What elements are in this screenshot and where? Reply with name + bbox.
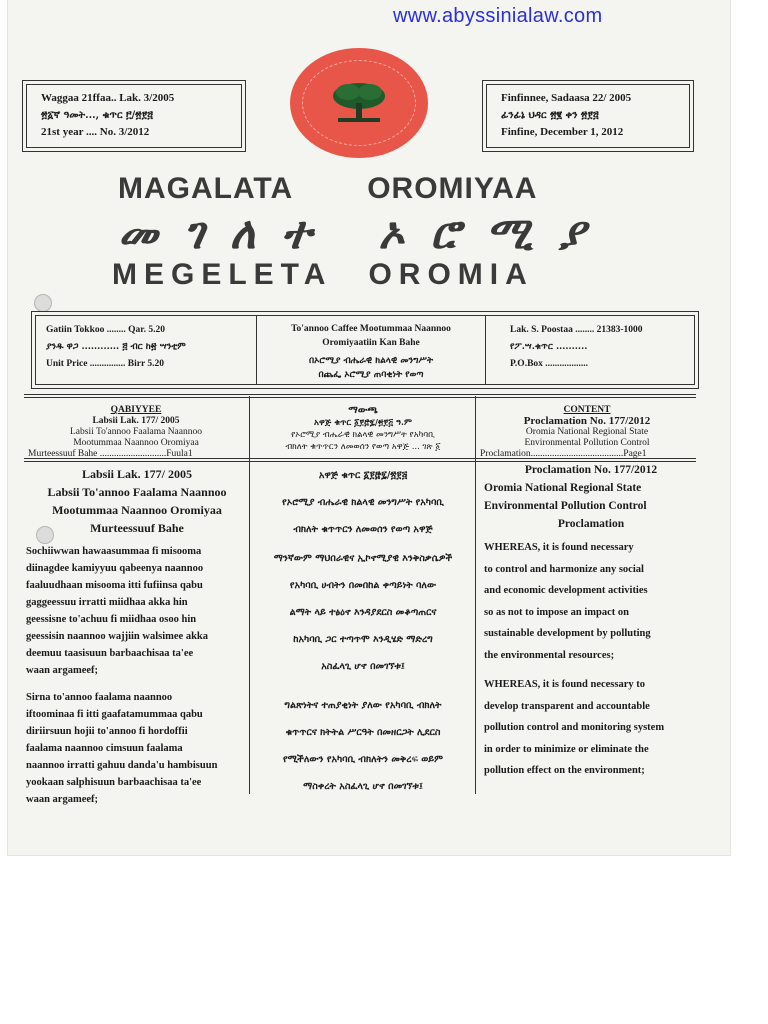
rule-top-2	[24, 397, 696, 398]
publication-info-box	[31, 311, 699, 389]
publisher-oromo-1: To'annoo Caffee Mootummaa Naannoo	[291, 324, 451, 334]
oromo-p2-l4: faalama naannoo cimsuun faalama	[26, 743, 183, 754]
body-english-column	[484, 461, 698, 782]
body-english-para-2	[484, 674, 698, 782]
oromo-p2-l1: Sirna to'annoo faalama naannoo	[26, 692, 173, 703]
date-amharic: ፊንፊኔ ህዳር ፳፪ ቀን ፳፻፭	[501, 110, 599, 121]
contents-oromo-line-3: Murteessuuf Bahe ............................Fuula1	[28, 449, 193, 459]
body-oromo-heading-3: Mootummaa Naannoo Oromiyaa	[52, 503, 222, 517]
source-url[interactable]: www.abyssinialaw.com	[393, 5, 603, 27]
amharic-p2-l3: የሚችለውን የአካባቢ ብክለትን መቅረፍ ወይም	[282, 754, 444, 765]
oromo-p1-l3: faaluudhaan misooma itti fufiinsa qabu	[26, 580, 203, 591]
amharic-p2-l2: ቁጥጥርና ክትትል ሥርዓት በመዘርጋት ሊደርስ	[285, 727, 441, 738]
amharic-p2-l1: ግልጽነትና ተጠያቂነት ያለው የአካባቢ ብክለት	[284, 700, 442, 711]
gazette-year-english: 21st year .... No. 3/2012	[41, 126, 150, 138]
body-oromo-heading-1: Labsii Lak. 177/ 2005	[81, 467, 193, 481]
contents-oromo-line-2: Mootummaa Naannoo Oromiyaa	[73, 438, 199, 448]
oromo-p2-l3: diriirsuun hojii to'annoo fi hordoffii	[26, 726, 188, 737]
contents-english-line-2: Environmental Pollution Control	[524, 438, 650, 448]
masthead-oromo-a: MAGALATA	[118, 172, 294, 205]
oromo-p1-l4: gaggeessuu irratti miidhaa akka hin	[26, 597, 188, 608]
unit-price-amharic: ያንዱ ዋጋ ............ ፭ ብር ከ፳ ሣንቲም	[46, 342, 186, 352]
masthead-amharic: መገለተ ኦሮሚያ	[118, 208, 612, 259]
oromo-p1-l6: geessisin naannoo wajjiin walsimee akka	[26, 631, 209, 642]
publisher-oromo-2: Oromiyaatiin Kan Bahe	[322, 338, 420, 348]
oromo-p1-l2: diinagdee kamiyyuu qabeenya naannoo	[26, 563, 204, 574]
pobox-oromo: Lak. S. Poostaa ........ 21383-1000	[510, 325, 643, 335]
masthead-oromo-b: OROMIYAA	[367, 172, 538, 205]
body-oromo-heading-4: Murteessuuf Bahe	[90, 521, 184, 535]
header-left-box	[22, 80, 246, 152]
contents-oromo-line-1: Labsii To'annoo Faalama Naannoo	[70, 427, 202, 437]
masthead-english-a: MEGELETA	[112, 258, 333, 291]
english-p1-l1: WHEREAS, it is found necessary	[484, 542, 634, 553]
gazette-year-amharic: ፳፩ኛ ዓመት..., ቁጥር ፫/፳፻፭	[41, 110, 153, 121]
contents-amharic-line-1: የኦሮሚያ ብሔራዊ ክልላዊ መንግሥት የአካባቢ	[291, 430, 435, 440]
oromo-p2-l7: waan argameef;	[26, 794, 99, 805]
amharic-p1-l3: ልማት ላይ ተፅዕኖ እንዳያደርስ መቆጣጠርና	[289, 607, 437, 618]
contents-oromo	[28, 405, 244, 460]
body-amharic-para-2	[254, 692, 472, 800]
amharic-p2-l4: ማስቀረት አስፈላጊ ሆኖ በመገኘቱ፤	[303, 781, 423, 792]
gazette-page	[8, 0, 730, 855]
contents-amharic-title: አዋጅ ቁጥር ፩፻፸፯/፳፻፭ ዓ.ም	[314, 418, 412, 428]
column-divider-2	[475, 396, 476, 794]
masthead-oromo	[118, 172, 537, 206]
body-oromo-para-1	[26, 543, 248, 679]
contents-amharic-line-2: ብክለት ቁጥጥርን ለመወሰን የወጣ አዋጅ ... ገጽ ፩	[285, 442, 441, 452]
contents-english-line-3: Proclamation.......................................Page1	[480, 449, 647, 459]
english-p1-l3: and economic development activities	[484, 585, 648, 596]
body-english-para-1	[484, 537, 698, 666]
body-amharic-heading-3: ብክለት ቁጥጥርን ለመወሰን የወጣ አዋጅ	[293, 524, 433, 535]
body-english-heading-3: Environmental Pollution Control	[484, 500, 647, 512]
masthead-english-b: OROMIA	[368, 258, 534, 291]
contents-amharic-heading: ማውጫ	[348, 405, 378, 416]
column-divider-1	[249, 396, 250, 794]
body-amharic-para-1	[254, 545, 472, 680]
contents-oromo-heading: QABIYYEE	[110, 405, 162, 415]
oromo-p2-l5: naannoo irratti gahuu danda'u hambisuun	[26, 760, 218, 771]
body-english-heading-2: Oromia National Regional State	[484, 482, 642, 494]
publisher-amharic-2: በጨፌ ኦሮሚያ ጠባቂነት የወጣ	[318, 370, 424, 380]
unit-price-english: Unit Price ............... Birr 5.20	[46, 359, 165, 369]
header-right-box	[482, 80, 694, 152]
body-english-heading-1: Proclamation No. 177/2012	[524, 464, 658, 476]
body-english-heading	[484, 461, 698, 533]
oromo-p2-l2: iftoominaa fi itti gaafatamummaa qabu	[26, 709, 203, 720]
pobox-amharic: የፖ.ሣ.ቁጥር ..........	[510, 342, 588, 352]
oromia-emblem-tree-icon	[290, 48, 428, 158]
amharic-p1-l2: የአካባቢ ሀብትን በመበከል ቀጣይነት ባለው	[289, 580, 437, 591]
oromia-emblem	[290, 48, 428, 158]
rule-top-1	[24, 394, 696, 395]
punch-hole-top	[34, 294, 52, 312]
oromo-p1-l5: geessisne to'achuu fi miidhaa osoo hin	[26, 614, 197, 625]
english-p1-l6: the environmental resources;	[484, 649, 615, 661]
contents-english-title: Proclamation No. 177/2012	[523, 415, 651, 427]
english-p1-l5: sustainable development by polluting	[484, 628, 651, 639]
date-english: Finfine, December 1, 2012	[501, 126, 624, 138]
english-p2-l4: in order to minimize or eliminate the	[484, 743, 649, 755]
english-p2-l1: WHEREAS, it is found necessary to	[484, 679, 646, 690]
english-p2-l3: pollution control and monitoring system	[484, 722, 665, 733]
date-oromo: Finfinnee, Sadaasa 22/ 2005	[501, 92, 632, 104]
english-p1-l4: so as not to impose an impact on	[484, 606, 629, 618]
pobox-english: P.O.Box ..................	[510, 359, 589, 369]
unit-price-oromo: Gatiin Tokkoo ........ Qar. 5.20	[46, 325, 165, 335]
contents-english-line-1: Oromia National Regional State	[525, 427, 649, 437]
contents-english	[480, 405, 694, 460]
english-p1-l2: to control and harmonize any social	[484, 563, 644, 575]
pobox-column	[486, 316, 694, 384]
price-column	[36, 316, 256, 384]
publisher-column	[257, 316, 485, 384]
oromo-p2-l6: yookaan salphisuun barbaachisaa ta'ee	[26, 777, 202, 788]
publisher-amharic-1: በኦሮሚያ ብሔራዊ ክልላዊ መንግሥት	[308, 356, 434, 366]
body-amharic-column	[254, 462, 472, 800]
body-oromo-para-2	[26, 689, 248, 808]
contents-english-heading: CONTENT	[563, 405, 611, 415]
body-amharic-heading-1: አዋጅ ቁጥር ፩፻፸፯/፳፻፭	[318, 470, 408, 481]
body-amharic-heading-2: የኦሮሚያ ብሔራዊ ክልላዊ መንግሥት የአካባቢ	[282, 497, 444, 508]
oromo-p1-l8: waan argameef;	[26, 665, 99, 676]
body-english-heading-4: Proclamation	[557, 518, 625, 530]
body-oromo-column	[26, 465, 248, 808]
amharic-p1-l4: ከአካባቢ ጋር ተጣጥሞ እንዲሄድ ማድረግ	[293, 634, 433, 645]
english-p2-l5: pollution effect on the environment;	[484, 765, 645, 776]
contents-amharic	[254, 405, 472, 453]
masthead-english	[112, 258, 534, 292]
contents-oromo-title: Labsii Lak. 177/ 2005	[92, 416, 180, 426]
amharic-p1-l1: ማንኛውም ማህበራዊና ኢኮኖሚያዊ እንቅስቃሴዎች	[273, 553, 453, 564]
body-oromo-heading	[26, 465, 248, 537]
gazette-year-oromo: Waggaa 21ffaa.. Lak. 3/2005	[41, 92, 175, 104]
body-oromo-heading-2: Labsii To'annoo Faalama Naannoo	[47, 485, 227, 499]
english-p2-l2: develop transparent and accountable	[484, 700, 650, 712]
amharic-p1-l5: አስፈላጊ ሆኖ በመገኘቱ፤	[321, 661, 405, 672]
oromo-p1-l1: Sochiiwwan hawaasummaa fi misooma	[26, 546, 202, 557]
oromo-p1-l7: deemuu taasisuun barbaachisaa ta'ee	[26, 648, 194, 659]
